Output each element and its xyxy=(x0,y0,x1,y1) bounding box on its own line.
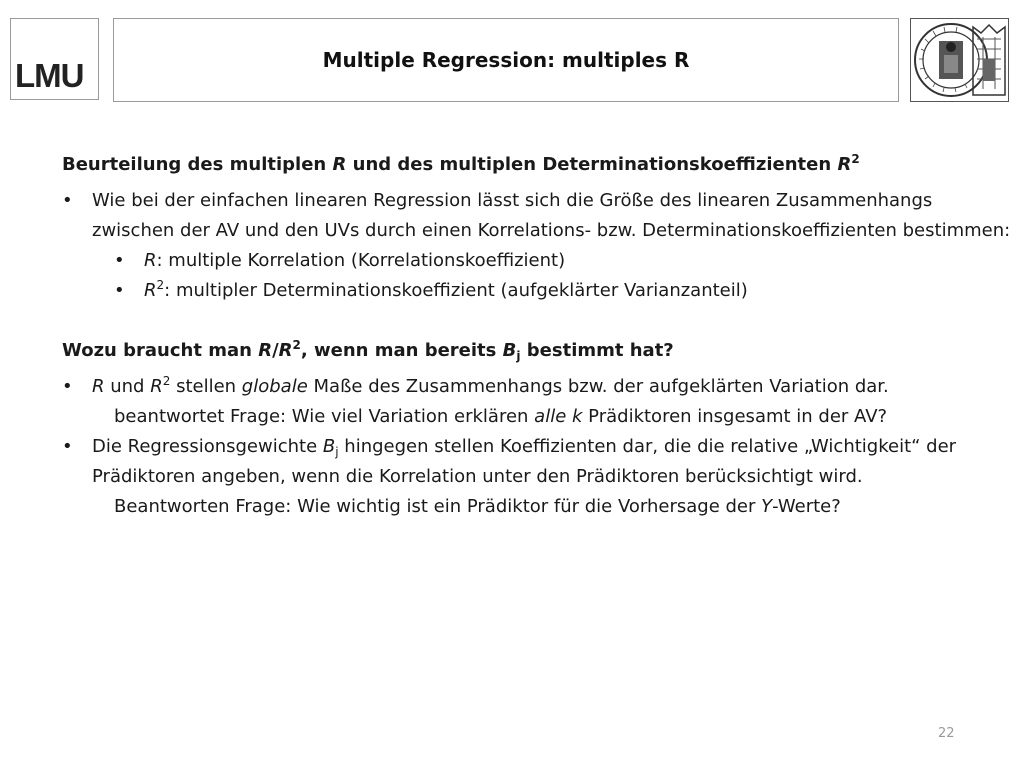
bullet-text: Maße des Zusammenhangs bzw. der aufgeklärten Variation dar. xyxy=(307,376,889,397)
heading-text: Wozu braucht man xyxy=(62,340,259,361)
superscript: 2 xyxy=(292,338,301,352)
bullet-item: • Wie bei der einfachen linearen Regression lässt sich die Größe des linearen Zusammenhangs zwischen der AV und den UVs durch einen Korrelations- bzw. Determinationskoeffizienten bestimmen: xyxy=(62,186,1012,246)
emphasis-text: alle xyxy=(534,406,567,427)
sub-bullet-item xyxy=(62,276,1012,306)
answer-text: -Werte? xyxy=(772,496,841,517)
emphasis-text: globale xyxy=(241,376,308,397)
heading-symbol-r: R xyxy=(332,154,347,175)
heading-symbol-r: R xyxy=(258,340,273,361)
seal-icon xyxy=(911,19,1008,101)
sub-bullet-text: : multipler Determinationskoeffizient (aufgeklärter Varianzanteil) xyxy=(164,280,748,301)
symbol-k: k xyxy=(572,406,583,427)
symbol-r: R xyxy=(144,280,157,301)
sub-bullet-text: : multiple Korrelation (Korrelationskoeffizient) xyxy=(156,250,566,271)
page-title: Multiple Regression: multiples R xyxy=(322,48,690,72)
section2-heading xyxy=(62,336,1012,366)
slide-content xyxy=(62,150,1012,522)
bullet-item xyxy=(62,372,1012,402)
symbol-y: Y xyxy=(761,496,773,517)
heading-text: bestimmt hat? xyxy=(520,340,674,361)
heading-symbol-r2: R xyxy=(278,340,293,361)
title-frame xyxy=(113,18,899,102)
symbol-b: B xyxy=(322,436,336,457)
section1-heading xyxy=(62,150,1012,180)
heading-symbol-r2: R xyxy=(837,154,852,175)
superscript: 2 xyxy=(156,278,165,292)
heading-text: / xyxy=(272,340,279,361)
university-seal xyxy=(910,18,1009,102)
heading-text: und des multiplen Determinationskoeffizienten xyxy=(346,154,838,175)
subscript: j xyxy=(335,445,339,459)
answer-text: Prädiktoren insgesamt in der AV? xyxy=(582,406,888,427)
bullet-item xyxy=(62,432,1012,492)
heading-text: , wenn man bereits xyxy=(300,340,503,361)
superscript: 2 xyxy=(851,152,860,166)
symbol-r2: R xyxy=(150,376,163,397)
subscript: j xyxy=(516,349,521,363)
bullet-text: und xyxy=(104,376,151,397)
lmu-logo xyxy=(10,18,99,100)
symbol-r: R xyxy=(92,376,105,397)
sub-bullet-item xyxy=(62,246,1012,276)
answer-line xyxy=(62,492,1012,522)
bullet-text: hingegen stellen Koeffizienten dar, die die relative „Wichtigkeit“ der Prädiktoren angeben, wenn die Korrelation unter den Prädiktoren berücksichtigt wird. xyxy=(92,436,957,487)
answer-text: Beantworten Frage: Wie wichtig ist ein Prädiktor für die Vorhersage der xyxy=(114,496,762,517)
heading-symbol-b: B xyxy=(502,340,517,361)
bullet-text: Die Regressionsgewichte xyxy=(92,436,323,457)
superscript: 2 xyxy=(162,374,171,388)
answer-text: beantwortet Frage: Wie viel Variation erklären xyxy=(114,406,535,427)
page-number: 22 xyxy=(938,726,955,741)
answer-line xyxy=(62,402,1012,432)
bullet-text: stellen xyxy=(170,376,242,397)
heading-text: Beurteilung des multiplen xyxy=(62,154,333,175)
lmu-logo-text: LMU xyxy=(15,57,84,94)
symbol-r: R xyxy=(144,250,157,271)
